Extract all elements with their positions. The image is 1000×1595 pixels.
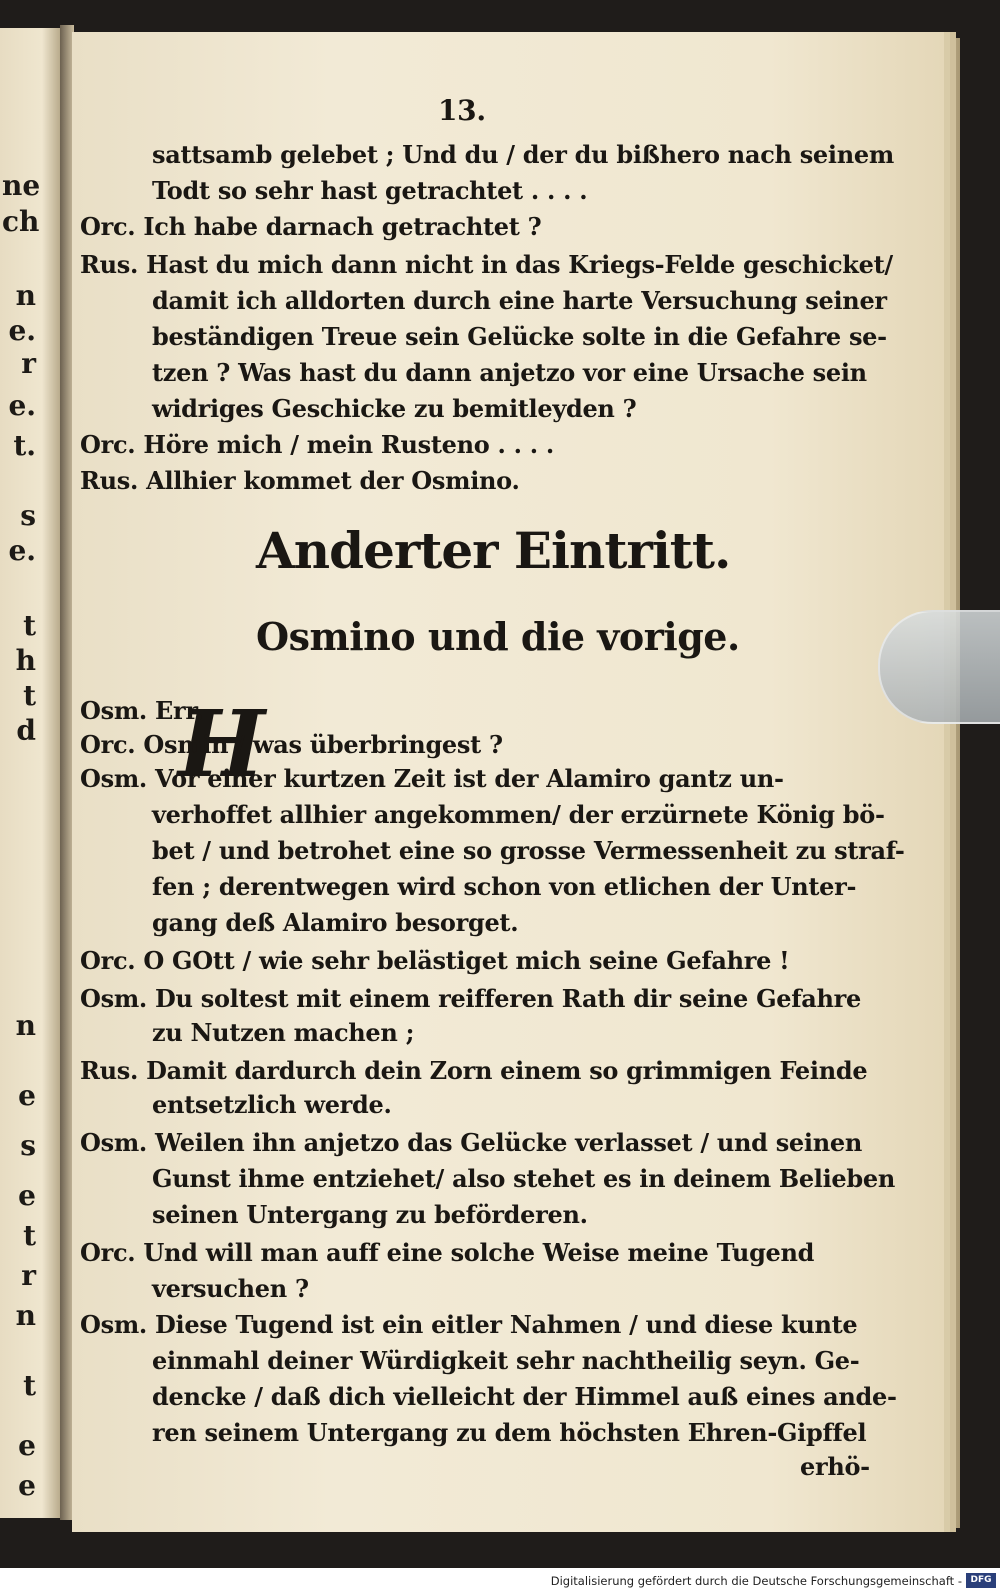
- left-fragment: n: [15, 1009, 36, 1042]
- drop-initial: H: [178, 690, 265, 798]
- text-line: Orc. Osmin / was überbringest ?: [80, 730, 503, 759]
- text-line: dencke / daß dich vielleicht der Himmel auß eines ande-: [152, 1382, 897, 1411]
- text-line: Todt so sehr hast getrachtet . . . .: [152, 176, 588, 205]
- left-fragment: h: [15, 644, 36, 677]
- text-line: tzen ? Was hast du dann anjetzo vor eine Ursache sein: [152, 358, 867, 387]
- left-fragment: e.: [8, 534, 36, 567]
- left-fragment: ch: [2, 205, 40, 238]
- text-line: zu Nutzen machen ;: [152, 1018, 415, 1047]
- text-line: Osm. Vor einer kurtzen Zeit ist der Alamiro gantz un-: [80, 764, 784, 793]
- catchword: erhö-: [800, 1452, 870, 1481]
- text-line: beständigen Treue sein Gelücke solte in die Gefahre se-: [152, 322, 887, 351]
- text-line: Orc. Höre mich / mein Rusteno . . . .: [80, 430, 554, 459]
- text-line: Osm. Diese Tugend ist ein eitler Nahmen / und diese kunte: [80, 1310, 858, 1339]
- left-fragment: e: [18, 1469, 36, 1502]
- text-line: Rus. Hast du mich dann nicht in das Kriegs-Felde geschicket/: [80, 250, 893, 279]
- text-line: entsetzlich werde.: [152, 1090, 392, 1119]
- text-line: damit ich alldorten durch eine harte Versuchung seiner: [152, 286, 887, 315]
- left-fragment: n: [15, 1299, 36, 1332]
- left-fragment: e.: [8, 314, 36, 347]
- scene-title: Anderter Eintritt.: [256, 521, 731, 580]
- text-line: Orc. Ich habe darnach getrachtet ?: [80, 212, 542, 241]
- left-fragment: d: [16, 714, 36, 747]
- text-line: Orc. Und will man auff eine solche Weise meine Tugend: [80, 1238, 815, 1267]
- left-fragment: t: [23, 1219, 36, 1252]
- text-line: Osm. Err.: [80, 696, 204, 725]
- text-line: fen ; derentwegen wird schon von etlichen der Unter-: [152, 872, 857, 901]
- left-fragment: t: [23, 679, 36, 712]
- text-line: seinen Untergang zu beförderen.: [152, 1200, 588, 1229]
- dfg-logo: DFG: [966, 1573, 996, 1588]
- left-fragment: n: [15, 279, 36, 312]
- text-line: verhoffet allhier angekommen/ der erzürnete König bö-: [152, 800, 885, 829]
- left-fragment: ne: [2, 169, 41, 202]
- text-line: widriges Geschicke zu bemitleyden ?: [152, 394, 637, 423]
- scene-subtitle: Osmino und die vorige.: [256, 614, 740, 659]
- left-fragment: r: [21, 347, 36, 380]
- text-line: gang deß Alamiro besorget.: [152, 908, 519, 937]
- text-line: Rus. Damit dardurch dein Zorn einem so grimmigen Feinde: [80, 1056, 868, 1085]
- text-line: Osm. Du soltest mit einem reifferen Rath dir seine Gefahre: [80, 984, 861, 1013]
- text-line: sattsamb gelebet ; Und du / der du bißhero nach seinem: [152, 140, 894, 169]
- text-line: versuchen ?: [152, 1274, 309, 1303]
- left-fragment: r: [21, 1259, 36, 1292]
- left-fragment: e: [18, 1179, 36, 1212]
- left-fragment: t: [23, 1369, 36, 1402]
- left-fragment: e: [18, 1079, 36, 1112]
- left-fragment: e.: [8, 389, 36, 422]
- left-fragment: t.: [13, 429, 36, 462]
- text-line: Gunst ihme entziehet/ also stehet es in deinem Belieben: [152, 1164, 896, 1193]
- left-fragment: t: [23, 609, 36, 642]
- footer-credit: Digitalisierung gefördert durch die Deutsche Forschungsgemeinschaft -: [550, 1574, 962, 1588]
- text-line: Orc. O GOtt / wie sehr belästiget mich seine Gefahre !: [80, 946, 790, 975]
- left-fragment: s: [20, 1129, 36, 1162]
- footer-bar: [0, 1568, 1000, 1595]
- text-line: einmahl deiner Würdigkeit sehr nachtheilig seyn. Ge-: [152, 1346, 860, 1375]
- left-fragment: e: [18, 1429, 36, 1462]
- text-line: Osm. Weilen ihn anjetzo das Gelücke verlasset / und seinen: [80, 1128, 862, 1157]
- text-line: bet / und betrohet eine so grosse Vermessenheit zu straf-: [152, 836, 905, 865]
- plastic-clip: [878, 610, 1000, 724]
- text-line: Rus. Allhier kommet der Osmino.: [80, 466, 520, 495]
- left-facing-page: [0, 28, 60, 1518]
- page-number: 13.: [438, 94, 486, 127]
- text-line: ren seinem Untergang zu dem höchsten Ehren-Gipffel: [152, 1418, 867, 1447]
- left-fragment: s: [20, 499, 36, 532]
